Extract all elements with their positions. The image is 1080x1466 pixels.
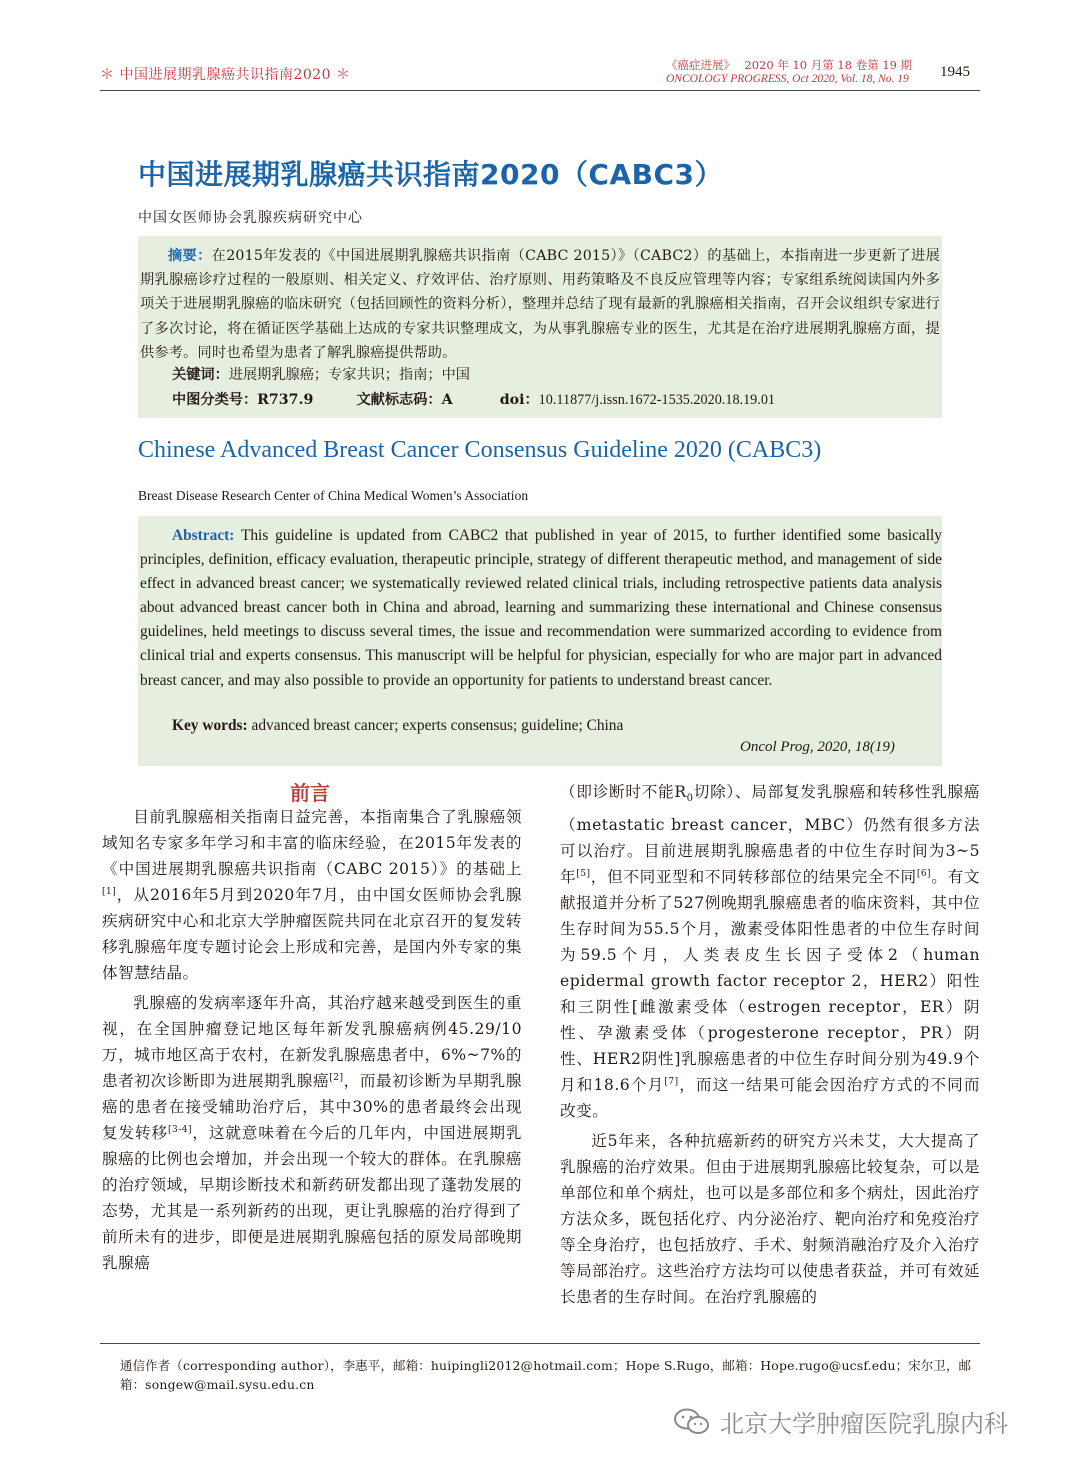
doi-value: 10.11877/j.issn.1672-1535.2020.18.19.01 — [538, 392, 776, 408]
running-header-left: ＊ 中国进展期乳腺癌共识指南2020 ＊ — [100, 67, 351, 83]
abstract-cn-label: 摘要： — [168, 248, 212, 264]
keywords-cn — [172, 364, 470, 384]
body-column-left — [102, 804, 522, 1276]
text-run: （即诊断时不能R — [560, 783, 687, 801]
abstract-en-text: This guideline is updated from CABC2 that published in year of 2015, to further identified some basically principles, definition, efficacy evaluation, therapeutic principle, strategy of different therapeutic method, and management of side effect in advanced breast cancer; we systematically reviewed related clinical trials, including retrospective patients data analysis about advanced breast cancer both in China and abroad, learning and summarizing these international and Chinese consensus guidelines, held meetings to discuss several times, the issue and recommendation were summarized according to evidence from clinical trial and experts consensus. This manuscript will be helpful for physician, especially for who are major part in advanced breast cancer, and may also possible to provide an opportunity for patients to understand breast cancer. — [140, 527, 942, 689]
classification-row — [172, 389, 775, 409]
article-title-cn: 中国进展期乳腺癌共识指南2020（CABC3） — [138, 158, 724, 191]
wechat-icon — [672, 1407, 712, 1437]
footnote-rule — [100, 1343, 980, 1344]
abstract-cn — [140, 244, 940, 365]
keywords-cn-label: 关键词： — [172, 367, 229, 383]
reference-mark: [5] — [576, 868, 591, 879]
reference-mark: [3-4] — [168, 1124, 193, 1135]
abstract-en-label: Abstract: — [172, 527, 235, 544]
watermark — [672, 1404, 1008, 1439]
keywords-en-text: advanced breast cancer; experts consensus; guideline; China — [251, 717, 624, 734]
journal-info — [666, 58, 931, 86]
header-rule — [100, 90, 980, 91]
article-title-en: Chinese Advanced Breast Cancer Consensus Guideline 2020 (CABC3) — [138, 437, 822, 463]
citation: Oncol Prog, 2020, 18(19) — [740, 739, 895, 755]
affiliation-en: Breast Disease Research Center of China Medical Women’s Association — [138, 488, 529, 503]
footnote-corresponding-author: 通信作者（corresponding author），李惠平，邮箱：huipingli2012@hotmail.com；Hope S.Rugo，邮箱：Hope.rugo@ucsf.edu；宋尔卫，邮箱：songew@mail.sysu.edu.cn — [120, 1358, 972, 1392]
affiliation-cn: 中国女医师协会乳腺疾病研究中心 — [138, 210, 363, 226]
clc-value: R737.9 — [257, 392, 314, 408]
journal-info-en: ONCOLOGY PROGRESS, Oct 2020, Vol. 18, No. 19 — [666, 73, 909, 85]
keywords-cn-text: 进展期乳腺癌；专家共识；指南；中国 — [228, 367, 470, 383]
reference-mark: [6] — [916, 868, 932, 879]
text-run: ，而最初诊断为早期乳腺癌的患者在接受辅助治疗后，其中30%的患者最终会出现复发转移 — [102, 1072, 522, 1142]
page-number: 1945 — [940, 64, 970, 80]
doc-code-label: 文献标志码： — [356, 392, 442, 408]
journal-info-cn: 《癌症进展》 2020 年 10 月第 18 卷第 19 期 — [666, 58, 913, 72]
body-column-right — [560, 779, 980, 1310]
abstract-en — [140, 524, 942, 693]
text-run: 目前乳腺癌相关指南日益完善，本指南集合了乳腺癌领域知名专家多年学习和丰富的临床经验，在2015年发表的《中国进展期乳腺癌共识指南（CABC 2015）》的基础上 — [102, 808, 522, 878]
reference-mark: [2] — [329, 1072, 344, 1083]
text-run: 。有文献报道并分析了527例晚期乳腺癌患者的临床资料，其中位生存时间为55.5个月，激素受体阳性患者的中位生存时间为59.5个月，人类表皮生长因子受体2（human epidermal growth factor receptor 2，HER2）阳性和三阴性[雌激素受体（estrogen receptor，ER）阴性、孕激素受体（progesterone receptor，PR）阴性、HER2阴性]乳腺癌患者的中位生存时间分别为49.9个月和18.6个月 — [560, 868, 980, 1095]
subscript: 0 — [686, 793, 694, 805]
watermark-text: 北京大学肿瘤医院乳腺内科 — [720, 1410, 1008, 1438]
doi-label: doi： — [499, 392, 539, 408]
section-title-preface: 前言 — [290, 781, 330, 805]
keywords-en-label: Key words: — [172, 717, 248, 734]
keywords-en — [172, 717, 623, 735]
paragraph: 近5年来，各种抗癌新药的研究方兴未艾，大大提高了乳腺癌的治疗效果。但由于进展期乳腺癌比较复杂，可以是单部位和单个病灶，也可以是多部位和多个病灶，因此治疗方法众多，既包括化疗、内分泌治疗、靶向治疗和免疫治疗等全身治疗，也包括放疗、手术、射频消融治疗及介入治疗等局部治疗。这些治疗方法均可以使患者获益，并可有效延长患者的生存时间。在治疗乳腺癌的 — [560, 1132, 980, 1307]
paragraph — [102, 990, 522, 1276]
text-run: ，从2016年5月到2020年7月，由中国女医师协会乳腺疾病研究中心和北京大学肿瘤医院共同在北京召开的复发转移乳腺癌年度专题讨论会上形成和完善，是国内外专家的集体智慧结晶。 — [102, 886, 522, 982]
abstract-cn-text: 在2015年发表的《中国进展期乳腺癌共识指南（CABC 2015）》（CABC2）的基础上，本指南进一步更新了进展期乳腺癌诊疗过程的一般原则、相关定义、疗效评估、治疗原则、用药策略及不良反应管理等内容；专家组系统阅读国内外多项关于进展期乳腺癌的临床研究（包括回顾性的资料分析），整理并总结了现有最新的乳腺癌相关指南，召开会议组织专家进行了多次讨论，将在循证医学基础上达成的专家共识整理成文，为从事乳腺癌专业的医生，尤其是在治疗进展期乳腺癌方面，提供参考。同时也希望为患者了解乳腺癌提供帮助。 — [140, 248, 940, 361]
text-run: ，但不同亚型和不同转移部位的结果完全不同 — [590, 868, 917, 887]
reference-mark: [7] — [664, 1076, 679, 1087]
text-run: ，这就意味着在今后的几年内，中国进展期乳腺癌的比例也会增加，并会出现一个较大的群体。在乳腺癌的治疗领域，早期诊断技术和新药研发都出现了蓬勃发展的态势，尤其是一系列新药的出现，更让乳腺癌的治疗得到了前所未有的进步，即便是进展期乳腺癌包括的原发局部晚期乳腺癌 — [102, 1124, 522, 1272]
paragraph — [102, 804, 522, 986]
doc-code-value: A — [441, 392, 453, 408]
text-run: 乳腺癌的发病率逐年升高，其治疗越来越受到医生的重视，在全国肿瘤登记地区每年新发乳腺癌病例45.29/10万，城市地区高于农村，在新发乳腺癌患者中，6%~7%的患者初次诊断即为进展期乳腺癌 — [102, 994, 522, 1090]
clc-label: 中图分类号： — [172, 392, 258, 408]
paragraph — [560, 779, 980, 1124]
text-run: ，而这一结果可能会因治疗方式的不同而改变。 — [560, 1076, 980, 1121]
text-run: 切除）、局部复发乳腺癌和转移性乳腺癌（metastatic breast cancer，MBC）仍然有很多方法可以治疗。目前进展期乳腺癌患者的中位生存时间为3~5年 — [560, 783, 980, 887]
reference-mark: [1] — [102, 886, 117, 897]
